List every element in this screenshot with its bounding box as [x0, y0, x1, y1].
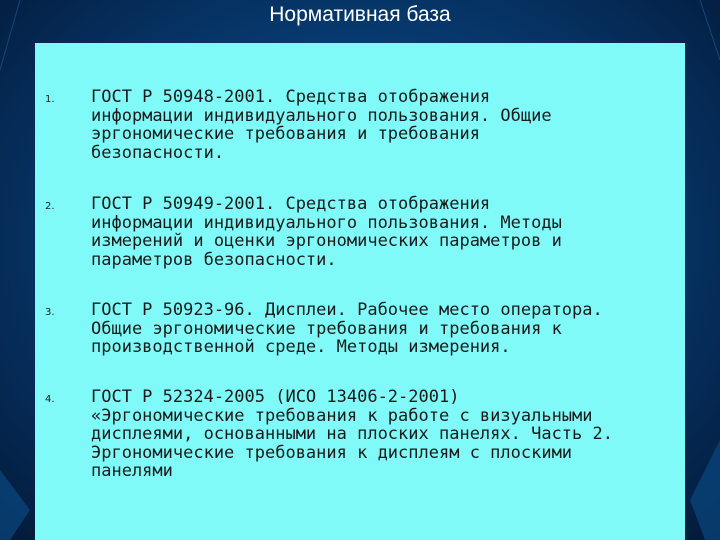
list-item-line: информации индивидуального пользования. Общие	[91, 105, 552, 126]
list-item-text	[91, 88, 681, 162]
list-item-text	[91, 301, 681, 357]
list-item-line: Эргономические требования к дисплеям с плоскими	[91, 442, 573, 463]
list-item-line: информации индивидуального пользования. Методы	[91, 212, 562, 233]
list-item-line: ГОСТ Р 50949-2001. Средства отображения	[91, 194, 491, 214]
list-item-text	[91, 388, 681, 481]
list-item-line: безопасности.	[91, 142, 225, 163]
slide-title: Нормативная база	[269, 3, 451, 26]
list-item-line: «Эргономические требования к работе с визуальными	[91, 405, 593, 426]
list-item-line: ГОСТ Р 50923-96. Дисплеи. Рабочее место оператора.	[91, 300, 603, 320]
list-item-number: 3.	[45, 307, 55, 318]
content-panel	[35, 43, 685, 540]
list-item-line: эргономические требования и требования	[91, 124, 480, 144]
list-item-line: панелями	[91, 461, 173, 481]
list-item-text	[91, 195, 681, 269]
list-item-line: Общие эргономические требования и требования к	[91, 318, 562, 339]
list-item-line: ГОСТ Р 52324-2005 (ИСО 13406-2-2001)	[91, 387, 460, 407]
list-item-line: ГОСТ Р 50948-2001. Средства отображения	[91, 87, 491, 107]
list-item-line: дисплеями, основанными на плоских панелях. Часть 2.	[91, 424, 613, 444]
list-item-line: измерений и оценки эргономических параметров и	[91, 231, 562, 251]
list-item-line: параметров безопасности.	[91, 249, 337, 270]
list-item-number: 2.	[45, 201, 55, 212]
list-item-number: 4.	[45, 394, 55, 405]
list-item-number: 1.	[45, 94, 55, 105]
list-item-line: производственной среде. Методы измерения.	[91, 337, 511, 357]
